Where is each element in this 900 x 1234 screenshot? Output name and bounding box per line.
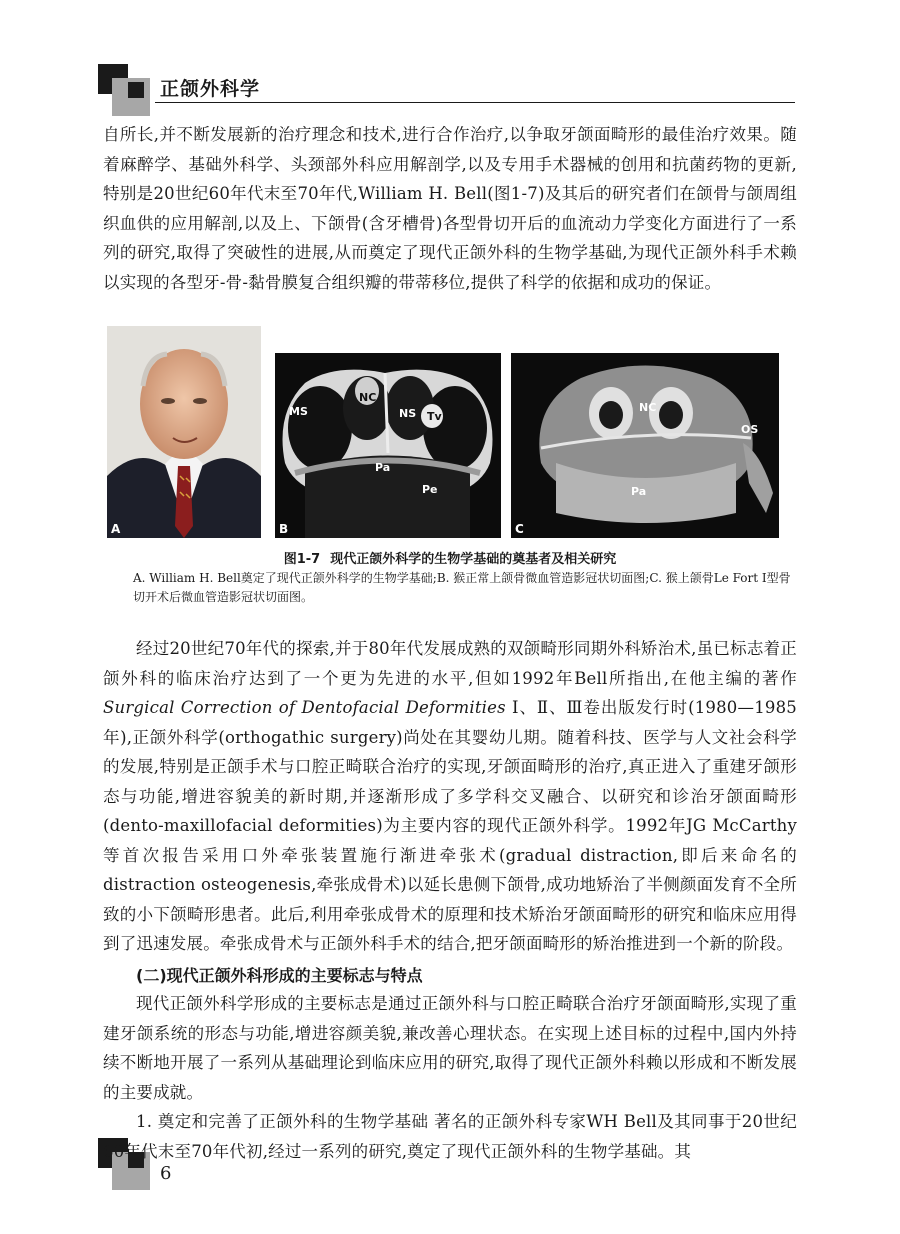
- label-pe: Pe: [422, 483, 438, 496]
- page-number: 6: [160, 1163, 172, 1184]
- running-header-title: 正颌外科学: [160, 78, 261, 100]
- body-paragraph-1: 自所长,并不断发展新的治疗理念和技术,进行合作治疗,以争取牙颌面畸形的最佳治疗效果。随着麻醉学、基础外科学、头颈部外科应用解剖学,以及专用手术器械的创用和抗菌药物的更新,特别是20世纪60年代末至70年代,William H. Bell(图1-7)及其后的研究者们在颌骨与颌周组织血供的应用解剖,以及上、下颌骨(含牙槽骨)各型骨切开后的血流动力学变化方面进行了一系列的研究,取得了突破性的进展,从而奠定了现代正颌外科的生物学基础,为现代正颌外科手术赖以实现的各型牙-骨-黏骨膜复合组织瓣的带蒂移位,提供了科学的依据和成功的保证。: [103, 125, 797, 292]
- header-rule: [155, 102, 795, 103]
- label-pa-c: Pa: [631, 485, 647, 498]
- figure-caption: A. William H. Bell奠定了现代正颌外科学的生物学基础;B. 猴正常上颌骨微血管造影冠状切面图;C. 猴上颌骨Le Fort Ⅰ型骨切开术后微血管造影冠状切面图。: [133, 571, 791, 604]
- label-ns: NS: [399, 407, 417, 420]
- label-os: OS: [741, 423, 759, 436]
- label-nc-c: NC: [639, 401, 657, 414]
- figure-title: [0, 548, 900, 567]
- figure-title-text: 现代正颌外科学的生物学基础的奠基者及相关研究: [330, 552, 617, 567]
- body-paragraph-4: 1. 奠定和完善了正颌外科的生物学基础 著名的正颌外科专家WH Bell及其同事于20世纪60年代末至70年代初,经过一系列的研究,奠定了现代正颌外科的生物学基础。其: [103, 1112, 797, 1161]
- panel-label-a: A: [111, 522, 121, 536]
- panel-label-c: C: [515, 522, 524, 536]
- label-pa: Pa: [375, 461, 391, 474]
- p2-text-after: Ⅰ、Ⅱ、Ⅲ卷出版发行时(1980—1985年),正颌外科学(orthogathic surgery)尚处在其婴幼儿期。随着科技、医学与人文社会科学的发展,特别是正颌手术与口腔正畸联合治疗的实现,牙颌面畸形的治疗,真正进入了重建牙颌形态与功能,增进容貌美的新时期,并逐渐形成了多学科交叉融合、以研究和诊治牙颌面畸形(dento-maxillofacial deformities)为主要内容的现代正颌外科学。1992年JG McCarthy等首次报告采用口外牵张装置施行渐进牵张术(gradual distraction,即后来命名的distraction osteogenesis,牵张成骨术)以延长患侧下颌骨,成功地矫治了半侧颜面发育不全所致的小下颌畸形患者。此后,利用牵张成骨术的原理和技术矫治牙颌面畸形的研究和临床应用得到了迅速发展。牵张成骨术与正颌外科手术的结合,把牙颌面畸形的矫治推进到一个新的阶段。: [103, 698, 797, 953]
- body-paragraph-2: [103, 634, 797, 959]
- header-corner-mark: [98, 64, 153, 119]
- label-nc: NC: [359, 391, 377, 404]
- figure-panel-b-microangiogram: [275, 353, 501, 538]
- p2-text-before: 经过20世纪70年代的探索,并于80年代发展成熟的双颌畸形同期外科矫治术,虽已标志着正颌外科的临床治疗达到了一个更为先进的水平,但如1992年Bell所指出,在他主编的著作: [103, 639, 797, 688]
- figure-number: 图1-7: [283, 552, 321, 567]
- body-paragraph-3: 现代正颌外科学形成的主要标志是通过正颌外科与口腔正畸联合治疗牙颌面畸形,实现了重建牙颌系统的形态与功能,增进容颜美貌,兼改善心理状态。在实现上述目标的过程中,国内外持续不断地开展了一系列从基础理论到临床应用的研究,取得了现代正颌外科赖以形成和不断发展的主要成就。: [103, 994, 797, 1102]
- section-heading: (二)现代正颌外科形成的主要标志与特点: [136, 966, 423, 985]
- label-tv: Tv: [427, 410, 442, 423]
- figure-panel-c-microangiogram: [511, 353, 779, 538]
- figure-panel-a-portrait: [107, 326, 261, 538]
- book-title: Surgical Correction of Dentofacial Deformities: [103, 698, 506, 717]
- label-ms: MS: [289, 405, 308, 418]
- panel-label-b: B: [279, 522, 289, 536]
